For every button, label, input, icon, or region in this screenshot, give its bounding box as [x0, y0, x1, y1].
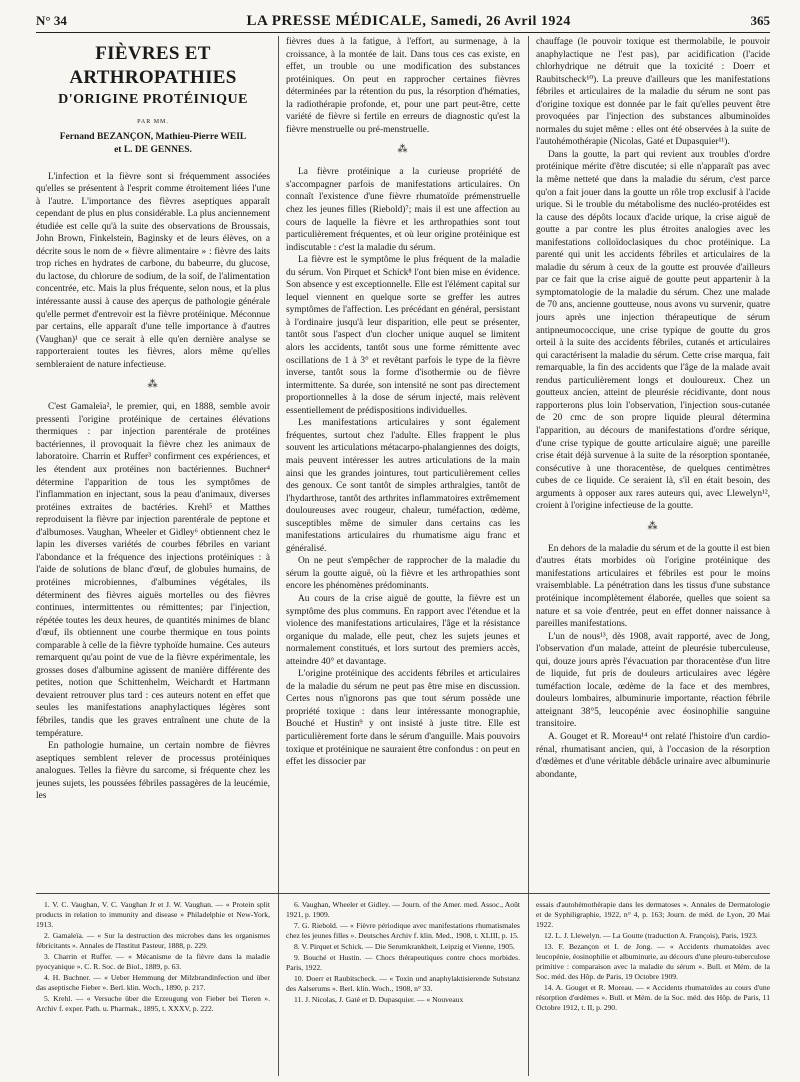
paragraph: Dans la goutte, la part qui revient aux troubles d'ordre protéinique mérite d'être discutée; si elle n'apparaît pas avec la même netteté que dans la maladie du sérum, c'est parce qu'on a fait jouer dans la goutte un rôle trop exclusif à l'acide urique. Si le trouble du métabolisme des nucléo-protéides est la cause des dépôts locaux d'acide urique, la crise aiguë de goutte a par contre les plus étroites analogies avec les manifestations colloïdoclasiques du choc protéinique. La parenté qui unit les accidents fébriles et articulaires de la maladie du sérum à ceux de la goutte est prouvée d'ailleurs par ce fait que la crise aiguë de goutte peut appartenir à la symptomatologie de la maladie du sérum. Chez une malade de 70 ans, ancienne goutteuse, nous avons vu survenir, quatre jours après une injection thérapeutique de sérum antipneumococcique, une crise typique de goutte du gros orteil à la suite des accidents fébriles, cutanés et articulaires qui caractérisent la maladie du sérum. Cette crise marqua, fait remarquable, la fin des accidents que l'âge de la malade avait rendus particulièrement longs et douloureux. Chez un goutteux ancien, atteint de pleurésie récidivante, dont nous rapporterons plus loin l'observation, l'injection sous-cutanée de 20 cmc de son propre liquide pleural détermina l'apparition, au décours de manifestations d'ordre sérique, d'une crise typique de goutte articulaire aiguë; une pareille crise était déjà survenue à la suite de la résorption spontanée, consécutive à une thoracentèse, de quelques centimètres cubes de ce liquide. Ce seraient là, s'il en était besoin, des arguments à opposer aux rares auteurs qui, avec Llewelyn¹², croient à l'origine infectieuse de la goutte. [536, 149, 770, 512]
paragraph: Au cours de la crise aiguë de goutte, la fièvre est un symptôme des plus communs. En rapport avec l'étendue et la violence des manifestations articulaires, l'âge et la résistance organique du malade, elle peut, chez les sujets jeunes et normalement constitués, et lors surtout des premiers accès, atteindre 40° et davantage. [286, 593, 520, 667]
column-3 [536, 36, 770, 888]
footnote: 11. J. Nicolas, J. Gaté et D. Dupasquier. — « Nouveaux [294, 995, 464, 1004]
paragraph: En dehors de la maladie du sérum et de la goutte il est bien d'autres états morbides où l'origine protéinique des manifestations articulaires et fébriles est pour le moins vraisemblable. La pénétration dans les tissus d'une substance protéinique incomplètement élaborée, quelles que soient sa nature et sa voie d'entrée, peut en effet donner naissance à pareilles manifestations. [536, 543, 770, 630]
column-2 [286, 36, 520, 888]
footnote: 9. Bouché et Hustin. — Chocs thérapeutiques contre chocs morbides. Paris, 1922. [286, 953, 520, 972]
paragraph: On ne peut s'empêcher de rapprocher de la maladie du sérum la goutte aiguë, où la fièvre et les arthropathies sont encore les phénomènes prédominants. [286, 556, 520, 592]
footnote: 13. F. Bezançon et I. de Jong. — « Accidents rhumatoïdes avec leucopénie, éosinophilie et albuminurie, au décours d'une pleuro-tuberculose primitive : comparaison avec la maladie du sérum ». Bull. et Mém. de la Soc. méd. des Hôp. de Paris, 19 Octobre 1909. [536, 942, 770, 981]
footnotes-column-3 [536, 900, 770, 1014]
paragraph: fièvres dues à la fatigue, à l'effort, au surmenage, à la croissance, à la montée de lait. Dans tous ces cas existe, en effet, un trouble ou une modification des substances protéiniques. On peut en rapprocher certaines fièvres déterminées par la rétention du pus, la résorption d'hématies, la radiothérapie profonde, et, pour une part peut-être, cette variété de fièvre si fertile en erreurs de diagnostic qu'est la fièvre menstruelle ou pré-menstruelle. [286, 37, 520, 135]
footnote: 6. Vaughan, Wheeler et Gidley. — Journ. of the Amer. med. Assoc., Août 1921, p. 1909. [286, 900, 520, 919]
journal-name: LA PRESSE MÉDICALE, [246, 12, 427, 29]
authors-line2: et L. DE GENNES. [114, 144, 192, 155]
footnote: 1. V. C. Vaughan, V. C. Vaughan Jr et J. W. Vaughan. — « Protein split products in relation to immunity and disease » Philadelphie et New-York, 1913. [36, 900, 270, 929]
footnote-rule [36, 893, 770, 894]
footnote: 4. H. Buchner. — « Ueber Hemmung der Milzbrandinfection und über das aseptische Fieber ». Berl. klin. Woch., 1890, p. 217. [36, 973, 270, 992]
section-separator: ⁂ [147, 379, 159, 391]
page-number: 365 [750, 13, 770, 28]
column-1 [36, 36, 270, 888]
footnote: 5. Krehl. — « Versuche über die Erzeugung von Fieber bei Tieren ». Archiv f. exper. Path. u. Pharmak., 1895, t. XXXV, p. 222. [36, 994, 270, 1013]
paragraph: C'est Gamaleïa², le premier, qui, en 1888, semble avoir pressenti l'origine protéinique de certaines élévations thermiques : par injection parentérale de protéines bactériennes, il provoquait la fièvre chez les animaux de laboratoire. Charrin et Ruffer³ confirment ces expériences, et les étendent aux protéines non bactériennes. Buchner⁴ détermine l'apparition de tous les symptômes de l'inflammation en injectant, sous la peau d'animaux, diverses protéines extraites de bactéries. Krehl⁵ et Matthes reproduisent la fièvre par injection parentérale de peptone et d'albumoses. Vaughan, Wheeler et Gidley⁶ obtiennent chez le lapin les diverses variétés de courbes fébriles en variant l'abondance et la fréquence des injections protéiniques : à l'aide de solutions de blanc d'œuf, de globules humains, de protéines microbiennes, d'albumines végétales, ils déterminent des fièvres aiguës mortelles ou des fièvres continues, intermittentes ou rémittentes; par l'injection, répétée toutes les deux heures, de quantités minimes de blanc d'œuf, ils obtiennent une courbe thermique en tous points comparable à celle de la fièvre typhoïde humaine. Ces auteurs remarquent qu'au point de vue de la fièvre expérimentale, les grosses doses d'albumine agissent de manière différente des petites, notion que Schittenhelm, Weichardt et Hartmann devaient retrouver plus tard : ces auteurs notent en effet que seules les manifestations anaphylactiques légères sont fébriles, tandis que les graves entraînent une chute de la température. [36, 402, 270, 739]
journal-title [246, 13, 570, 30]
section-separator: ⁂ [647, 520, 659, 532]
issue-date: Samedi, 26 Avril 1924 [430, 13, 571, 29]
article-title-line2: D'ORIGINE PROTÉINIQUE [58, 92, 248, 107]
footnote: 8. V. Pirquet et Schick. — Die Serumkrankheit, Leipzig et Vienne, 1905. [294, 942, 515, 951]
issue-number: N° 34 [36, 13, 67, 28]
footnote: 12. L. J. Llewelyn. — La Goutte (traduction A. François), Paris, 1923. [544, 931, 758, 940]
footnotes-column-2 [286, 900, 520, 1006]
paragraph: chauffage (le pouvoir toxique est thermolabile, le pouvoir anaphylactique ne l'est pas), par acidification (l'acide chlorhydrique ne détruit que la toxicité : Doerr et Raubitscheck¹⁰). La preuve d'ailleurs que les manifestations fébriles et articulaires de la maladie du sérum ne sont pas d'origine toxique est donnée par le fait qu'elles peuvent être provoquées par l'injection des substances albuminoïdes normales du sujet même : elles ont été observées à la suite de l'autohémothérapie (Nicolas, Gaté et Dupasquier¹¹). [536, 37, 770, 148]
authors-line1: Fernand BEZANÇON, Mathieu-Pierre WEIL [59, 131, 247, 142]
paragraph: L'un de nous¹³, dès 1908, avait rapporté, avec de Jong, l'observation d'un malade, atteint de pleurésie tuberculeuse, qui, douze jours après l'évacuation par thoracentèse d'un litre de liquide, fut pris de douleurs articulaires avec légère tuméfaction locale, œdème de la face et des membres, douleurs lombaires, albuminurie importante, réaction fébrile atteignant 38°5, leucopénie avec éosinophilie sanguine transitoire. [536, 631, 770, 730]
footnotes [36, 900, 770, 1078]
footnote: 10. Doerr et Raubitscheck. — « Toxin und anaphylaktisierende Substanz des Aalserums ». Berl. klin. Woch., 1908, n° 33. [286, 974, 520, 993]
footnote: 3. Charrin et Ruffer. — « Mécanisme de la fièvre dans la maladie pyocyanique ». C. R. Soc. de Biol., 1889, p. 63. [36, 952, 270, 971]
article-body [36, 36, 770, 888]
paragraph: L'origine protéinique des accidents fébriles et articulaires de la maladie du sérum ne peut pas être mise en discussion. Certes nous n'ignorons pas que tout sérum possède une propriété toxique : dans leur intéressante monographie, Bouché et Hustin⁹ y ont insisté à juste titre. Elle est particulièrement forte dans le sérum d'anguille. Mais pouvoirs toxique et protéinique ne sauraient être confondus : on peut en effet les dissocier par [286, 669, 520, 768]
footnote: 14. A. Gouget et R. Moreau. — « Accidents rhumatoïdes au cours d'une résorption d'œdèmes ». Bull. et Mém. de la Soc. méd. des Hôp. de Paris, 11 Octobre 1912, t. II, p. 290. [536, 983, 770, 1012]
running-header [36, 10, 770, 33]
article-title-line1: FIÈVRES ET ARTHROPATHIES [69, 43, 237, 88]
section-separator: ⁂ [397, 144, 409, 156]
paragraph: La fièvre est le symptôme le plus fréquent de la maladie du sérum. Von Pirquet et Schick⁸ l'ont bien mise en évidence. Son absence y est exceptionnelle. Elle est l'élément capital sur lequel viennent en quelque sorte se greffer les autres symptômes de l'affection. Les précédant en général, persistant à l'ordinaire jusqu'à leur disparition, elle peut se présenter, tantôt sous l'aspect d'un clocher unique auquel se limitent alors les accidents, tantôt sous une forme rémittente avec oscillations de 1 à 3° et revêtant parfois le type de la fièvre inverse, tantôt sous la forme d'isothermie ou de fièvre intermittente. Sa durée, son intensité ne sont pas directement proportionnelles à la dose de sérum injecté, mais relèvent essentiellement de prédispositions individuelles. [286, 255, 520, 416]
authors [36, 131, 270, 157]
paragraph: En pathologie humaine, un certain nombre de fièvres aseptiques semblent relever de processus protéiniques analogues. Telles la fièvre du sarcome, si fréquente chez les jeunes sujets, les poussées fébriles passagères de la leucémie, les [36, 741, 270, 802]
paragraph: Les manifestations articulaires y sont également fréquentes, surtout chez l'adulte. Elles frappent le plus souvent les articulations métacarpo-phalangiennes des doigts, mais peuvent intéresser les autres articulations de la main ainsi que les grandes jointures, tout particulièrement celles des genoux. Ce sont tantôt de simples arthralgies, tantôt de l'hydarthrose, tantôt des arthrites inflammatoires extrêmement douloureuses avec rougeur, chaleur, tuméfaction, œdème, susceptibles même de simuler dans certains cas les manifestations articulaires du rhumatisme aigu franc et généralisé. [286, 418, 520, 554]
footnote: essais d'autohémothérapie dans les dermatoses ». Annales de Dermatologie et de Syphiligraphie, 1922, n° 4, p. 163; Journ. de méd. de Lyon, 20 Mai 1922. [536, 900, 770, 929]
paragraph: L'infection et la fièvre sont si fréquemment associées qu'elles se présentent à l'esprit comme étroitement liées l'une à l'autre. L'importance des fièvres aseptiques apparaît cependant de plus en plus considérable. La plus anciennement étudiée est celle qu'à la suite des observations de Broussais, John Brown, Finkelstein, Baginsky et de leurs élèves, on a décrite sous le nom de « fièvre alimentaire » : fièvre des laits trop riches en hydrates de carbone, du babeurre, du glucose, du lactose, du chlorure de sodium, de la soif, de l'alimentation concentrée, etc. Mais la plus fréquente, selon nous, et la plus intéressante aussi à cause des aperçus de pathologie générale qu'elle permet d'entrevoir est la fièvre protéinique. Méconnue par certains, elle apparaît d'une telle importance à d'autres (Vaughan)¹ que ce serait à elle qu'en dernière analyse se rapporteraient toutes les fièvres, alors même qu'elles sembleraient de nature infectieuse. [36, 171, 270, 370]
footnotes-column-1 [36, 900, 270, 1015]
footnote: 2. Gamaleïa. — « Sur la destruction des microbes dans les organismes fébricitants ». Annales de l'Institut Pasteur, 1888, p. 229. [36, 931, 270, 950]
footnote: 7. G. Riebold. — « Fièvre périodique avec manifestations rhumatismales chez les jeunes filles ». Deutsches Archiv f. klin. Med., 1908, t. XLIII, p. 15. [286, 921, 520, 940]
paragraph: La fièvre protéinique a la curieuse propriété de s'accompagner parfois de manifestations articulaires. On connaît l'existence d'une fièvre rhumatoïde prémenstruelle chez les jeunes filles (Riebold)⁷; mais il est une affection au cours de laquelle la fièvre et les arthropathies sont tout particulièrement fréquentes, et où leur origine protéinique est indiscutable : c'est la maladie du sérum. [286, 167, 520, 253]
paragraph: A. Gouget et R. Moreau¹⁴ ont relaté l'histoire d'un cardio-rénal, rhumatisant ancien, qui, à l'occasion de la résorption d'œdèmes et d'une véritable débâcle urinaire avec albuminurie abondante, [536, 731, 770, 780]
byline-par: PAR MM. [137, 119, 169, 125]
